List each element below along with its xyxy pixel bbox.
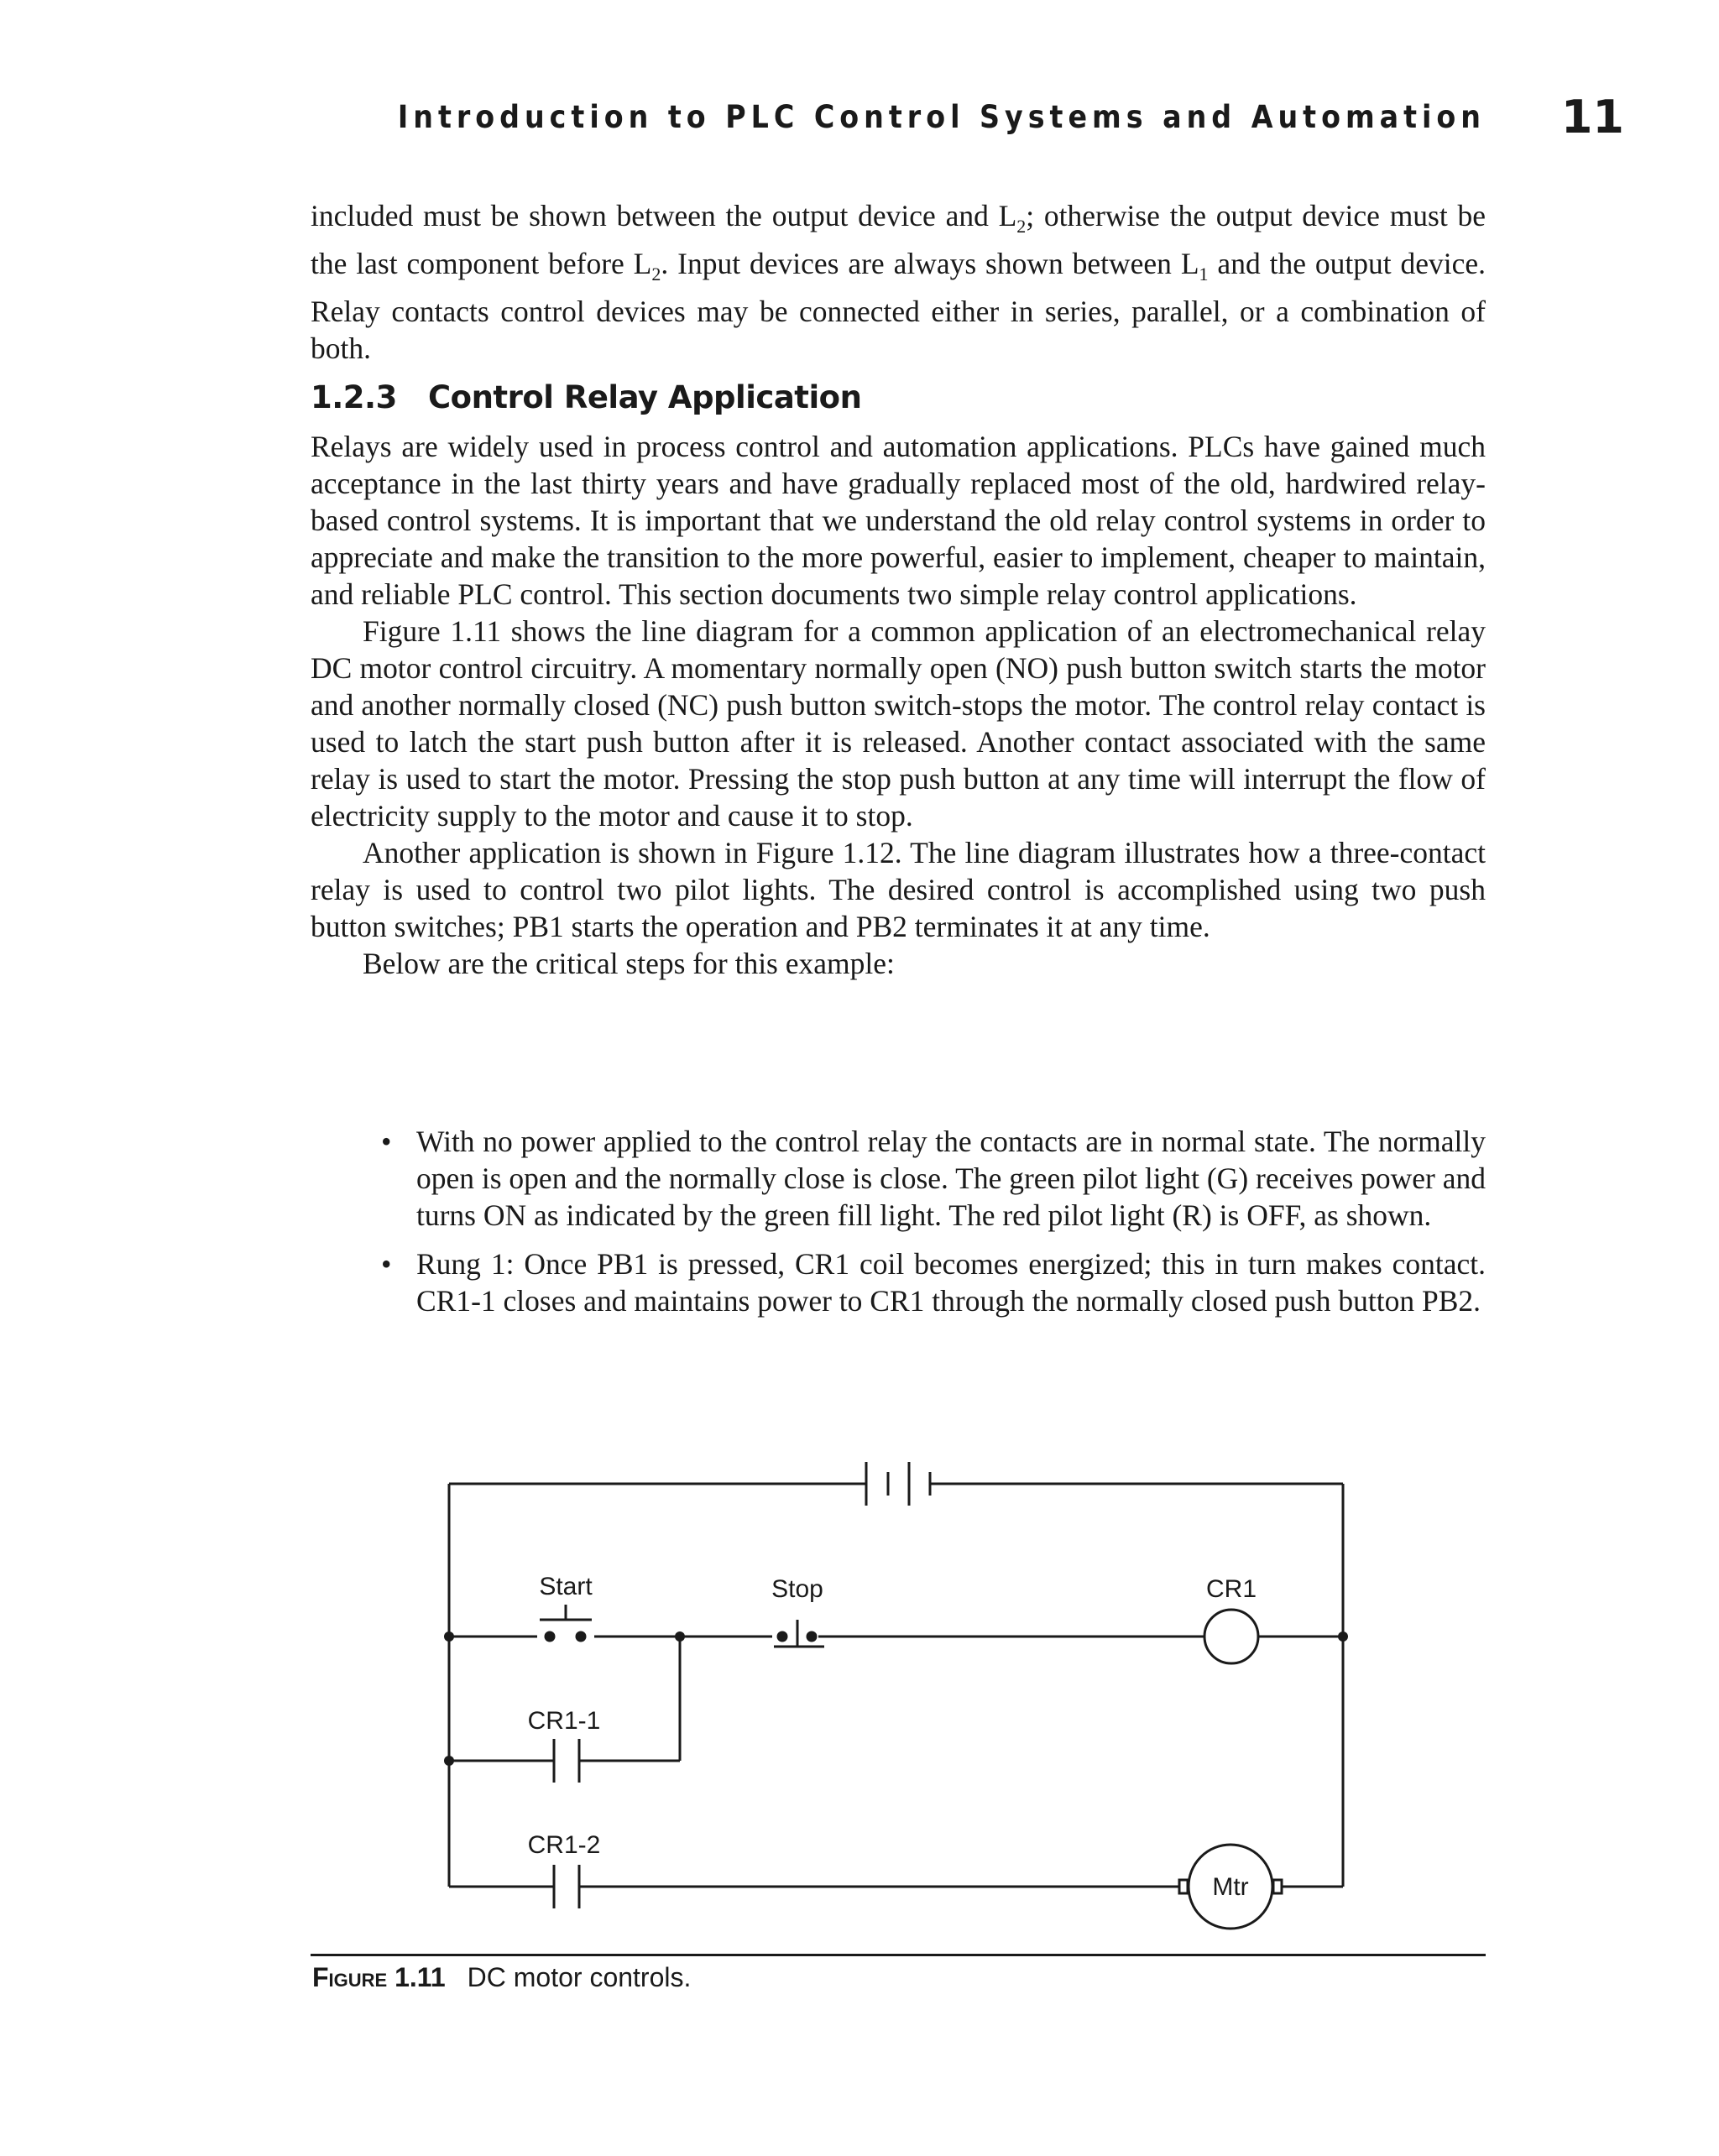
- intro-text-d: and the output device. Relay contacts control devices may be connected either in series, parallel, or a combination of both.: [311, 247, 1486, 366]
- stop-label: Stop: [771, 1575, 823, 1603]
- cr1-2-contact-icon: [554, 1865, 579, 1908]
- cr1-1-contact-icon: [554, 1739, 579, 1783]
- subscript: 2: [651, 264, 661, 285]
- mtr-label: Mtr: [1212, 1873, 1249, 1901]
- figure-caption: [312, 1962, 691, 1993]
- intro-text-c: . Input devices are always shown between L: [661, 247, 1199, 281]
- intro-text-b: ; otherwise the output device must be the last component before L: [311, 199, 1486, 281]
- section-number: 1.2.3: [311, 379, 397, 415]
- start-pushbutton-icon: [540, 1605, 592, 1620]
- battery-icon: [866, 1462, 930, 1506]
- section-body: [311, 428, 1486, 982]
- bullet-text: Rung 1: Once PB1 is pressed, CR1 coil becomes energized; this in turn makes contact. CR1-1 closes and maintains power to CR1 through the normally closed push button PB2.: [416, 1247, 1486, 1318]
- list-item: [369, 1123, 1486, 1234]
- page-number: 11: [1560, 91, 1624, 144]
- bullet-text: With no power applied to the control relay the contacts are in normal state. The normally open is open and the normally close is close. The green pilot light (G) receives power and turns ON as indicated by the green fill light. The red pilot light (R) is OFF, as shown.: [416, 1125, 1486, 1232]
- body-paragraph: Relays are widely used in process control and automation applications. PLCs have gained much acceptance in the last thirty years and have gradually replaced most of the old, hardwired relay-based control systems. It is important that we understand the old relay control systems in order to appreciate and make the transition to the more powerful, easier to implement, cheaper to maintain, and reliable PLC control. This section documents two simple relay control applications.: [311, 430, 1486, 611]
- body-paragraph: Figure 1.11 shows the line diagram for a common application of an electromechanical relay DC motor control circuitry. A momentary normally open (NO) push button switch starts the motor and another normally closed (NC) push button switch-stops the motor. The control relay contact is used to latch the start push button after it is released. Another contact associated with the same relay is used to start the motor. Pressing the stop push button at any time will interrupt the flow of electricity supply to the motor and cause it to stop.: [311, 614, 1486, 833]
- section-title: Control Relay Application: [428, 379, 862, 415]
- figure-caption-text: DC motor controls.: [467, 1962, 692, 1992]
- intro-paragraph-block: [311, 197, 1486, 367]
- bullet-list: [369, 1123, 1486, 1331]
- subscript: 1: [1199, 264, 1209, 285]
- start-label: Start: [539, 1573, 593, 1600]
- bullet-icon: •: [381, 1125, 392, 1158]
- cr1-coil-icon: [1204, 1610, 1258, 1663]
- cr1-1-label: CR1-1: [527, 1707, 601, 1735]
- motor-icon: [1179, 1845, 1282, 1929]
- cr1-label: CR1: [1205, 1575, 1257, 1603]
- figure-caption-label: Figure 1.11: [312, 1962, 446, 1992]
- body-paragraph: Another application is shown in Figure 1.12. The line diagram illustrates how a three-contact relay is used to control two pilot lights. The desired control is accomplished using two push button switches; PB1 starts the operation and PB2 terminates it at any time.: [311, 836, 1486, 943]
- running-head: Introduction to PLC Control Systems and Automation: [397, 99, 1486, 135]
- stop-pushbutton-icon: [774, 1620, 824, 1647]
- bullet-icon: •: [381, 1247, 392, 1281]
- section-heading: [311, 379, 861, 415]
- list-item: [369, 1245, 1486, 1319]
- junction-dots: [444, 1631, 1348, 1767]
- intro-text-a: included must be shown between the output device and L: [311, 199, 1017, 232]
- cr1-2-label: CR1-2: [527, 1831, 601, 1859]
- figure-rule: [311, 1954, 1486, 1956]
- body-paragraph: Below are the critical steps for this example:: [363, 947, 895, 980]
- intro-paragraph: [311, 197, 1486, 367]
- subscript: 2: [1016, 216, 1027, 238]
